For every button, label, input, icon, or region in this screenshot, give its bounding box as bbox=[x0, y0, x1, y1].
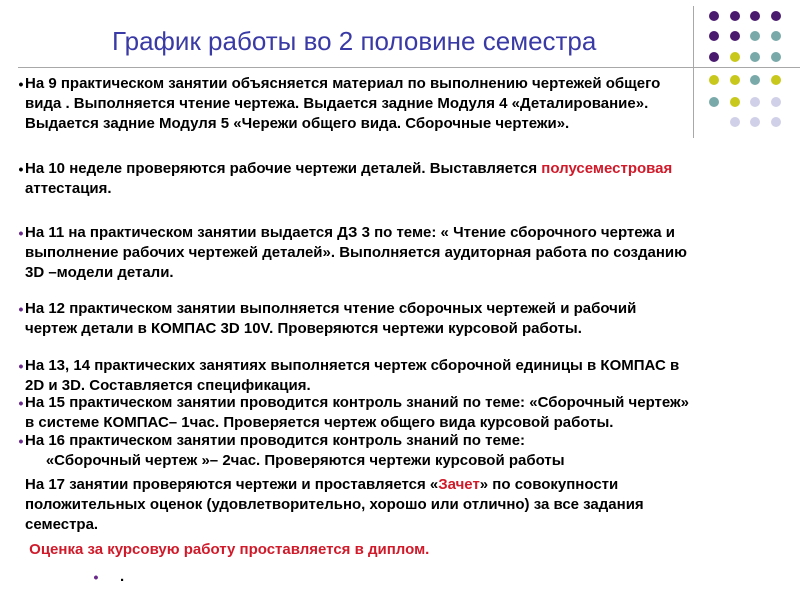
item-line: семестра. bbox=[25, 516, 99, 533]
bullet-icon: • bbox=[18, 358, 24, 374]
item-line: положительных оценок (удовлетворительно, хорошо или отлично) за все задания bbox=[25, 496, 644, 513]
page-title: График работы во 2 половине семестра bbox=[112, 26, 597, 56]
list-item bbox=[18, 299, 637, 339]
item-text: На 17 занятии проверяются чертежи и проставляется « bbox=[25, 476, 439, 493]
list-item bbox=[25, 475, 644, 535]
item-line: Выдается задние Модуля 5 «Чережи общего вида. Сборочные чертежи». bbox=[25, 115, 570, 132]
bullet-icon: • bbox=[18, 225, 24, 241]
item-line: чертеж детали в КОМПАС 3D 10V. Проверяются чертежи курсовой работы. bbox=[25, 320, 582, 337]
list-item bbox=[18, 223, 687, 283]
highlight-text: полусеместровая bbox=[541, 160, 673, 177]
item-line: На 16 практическом занятии проводится контроль знаний по теме: bbox=[25, 432, 526, 449]
item-line: . bbox=[120, 568, 125, 585]
bullet-icon: • bbox=[18, 433, 24, 449]
bullet-icon: • bbox=[18, 395, 24, 411]
item-line: На 15 практическом занятии проводится контроль знаний по теме: «Сборочный чертеж» bbox=[25, 394, 690, 411]
item-line: 2D и 3D. Составляется спецификация. bbox=[25, 377, 311, 394]
item-text: На 10 неделе проверяются рабочие чертежи деталей. Выставляется bbox=[25, 160, 542, 177]
item-text: » по совокупности bbox=[479, 476, 619, 493]
item-line: «Сборочный чертеж »– 2час. Проверяются чертежи курсовой работы bbox=[25, 452, 565, 469]
bullet-icon: • bbox=[93, 569, 99, 585]
item-line: На 11 на практическом занятии выдается ДЗ 3 по теме: « Чтение сборочного чертежа и bbox=[25, 224, 675, 241]
item-line: в системе КОМПАС– 1час. Проверяется чертеж общего вида курсовой работы. bbox=[25, 414, 614, 431]
bullet-icon: • bbox=[18, 76, 24, 92]
list-item bbox=[18, 393, 690, 433]
item-line: На 9 практическом занятии объясняется материал по выполнению чертежей общего bbox=[25, 75, 661, 92]
item-line bbox=[25, 475, 644, 495]
item-line: На 13, 14 практических занятиях выполняется чертеж сборочной единицы в КОМПАС в bbox=[25, 357, 680, 374]
highlight-text: Зачет bbox=[438, 476, 480, 493]
item-line: аттестация. bbox=[25, 180, 112, 197]
list-item bbox=[18, 431, 565, 471]
item-line: выполнение рабочих чертежей деталей». Выполняется аудиторная работа по созданию bbox=[25, 244, 687, 261]
grade-note: Оценка за курсовую работу проставляется в диплом. bbox=[25, 541, 430, 558]
list-item bbox=[18, 74, 661, 134]
list-item bbox=[93, 567, 125, 587]
list-item bbox=[25, 540, 429, 560]
bullet-icon: • bbox=[18, 161, 24, 177]
item-line: 3D –модели детали. bbox=[25, 264, 174, 281]
list-item bbox=[18, 159, 673, 199]
bullet-icon: • bbox=[18, 301, 24, 317]
list-item bbox=[18, 356, 680, 396]
item-line: На 12 практическом занятии выполняется чтение сборочных чертежей и рабочий bbox=[25, 300, 637, 317]
item-line: вида . Выполняется чтение чертежа. Выдается задние Модуля 4 «Деталирование». bbox=[25, 95, 649, 112]
item-line bbox=[25, 159, 672, 179]
